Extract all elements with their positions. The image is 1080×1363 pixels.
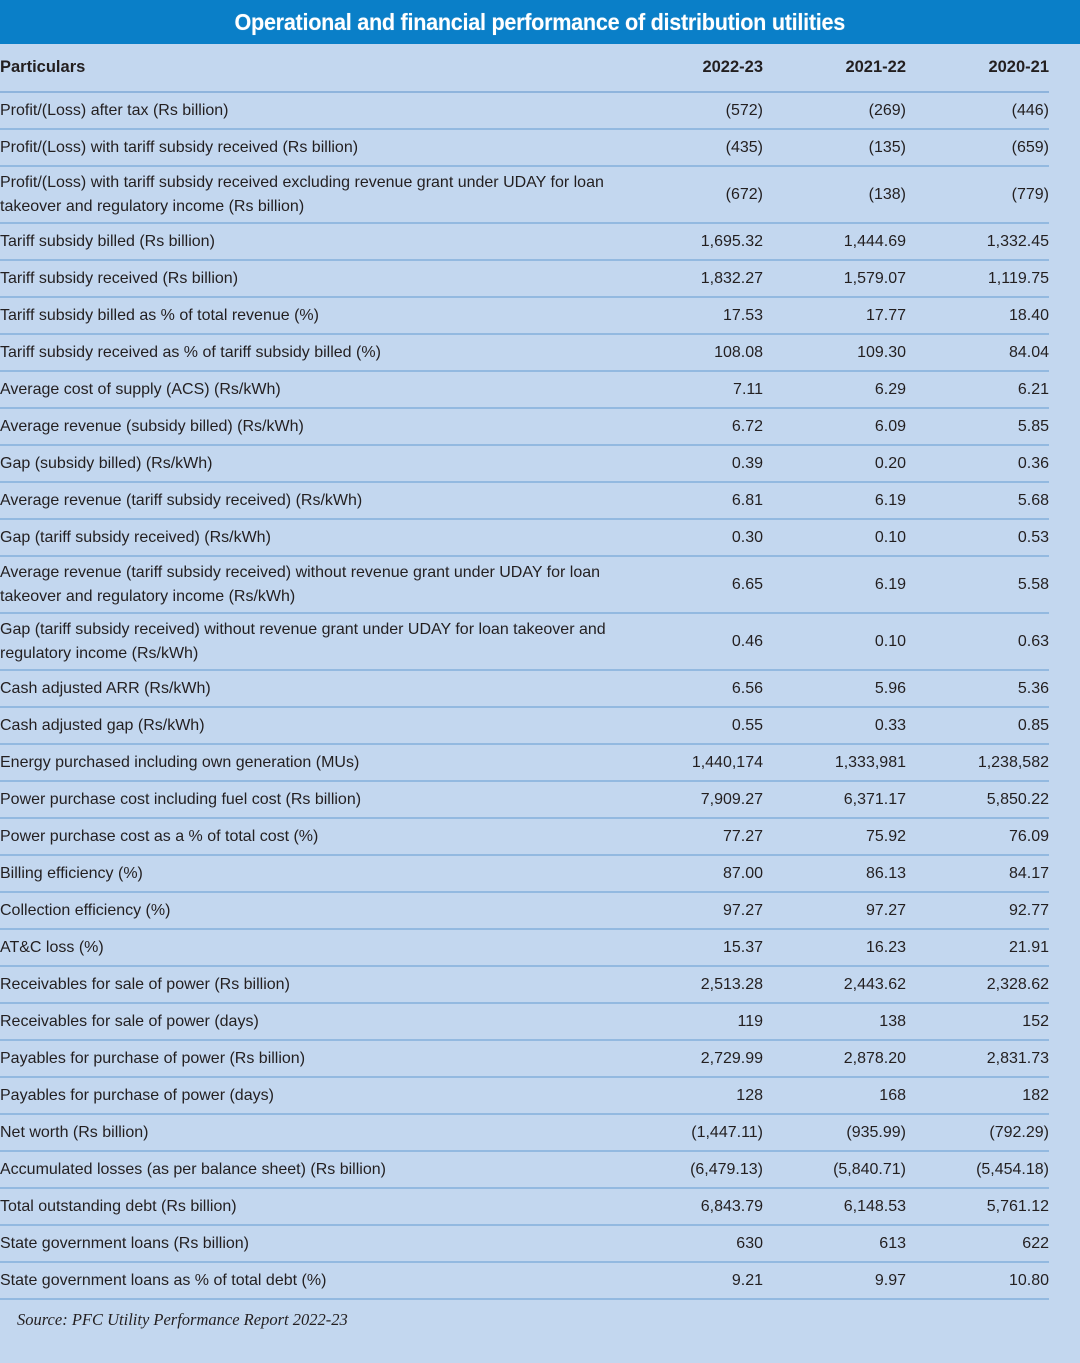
row-spacer bbox=[1049, 445, 1080, 482]
table-row bbox=[0, 818, 1080, 855]
table-row bbox=[0, 371, 1080, 408]
row-value-2020-21: 5.36 bbox=[906, 670, 1049, 707]
row-spacer bbox=[1049, 556, 1080, 613]
column-header-2021-22: 2021-22 bbox=[763, 44, 906, 92]
row-value-2021-22: 5.96 bbox=[763, 670, 906, 707]
table-header-row bbox=[0, 44, 1080, 92]
table-row bbox=[0, 781, 1080, 818]
row-value-2020-21: (446) bbox=[906, 92, 1049, 129]
row-value-2022-23: 1,695.32 bbox=[620, 223, 763, 260]
row-value-2022-23: 0.46 bbox=[620, 613, 763, 670]
row-spacer bbox=[1049, 92, 1080, 129]
row-value-2021-22: 6,148.53 bbox=[763, 1188, 906, 1225]
row-value-2022-23: (1,447.11) bbox=[620, 1114, 763, 1151]
table-row bbox=[0, 519, 1080, 556]
row-spacer bbox=[1049, 1040, 1080, 1077]
row-label: Energy purchased including own generation (MUs) bbox=[0, 744, 620, 781]
row-value-2022-23: 630 bbox=[620, 1225, 763, 1262]
row-value-2020-21: 21.91 bbox=[906, 929, 1049, 966]
row-spacer bbox=[1049, 1262, 1080, 1299]
performance-table bbox=[0, 44, 1080, 1300]
row-value-2021-22: (135) bbox=[763, 129, 906, 166]
table-row bbox=[0, 556, 1080, 613]
row-label: Profit/(Loss) with tariff subsidy received (Rs billion) bbox=[0, 129, 620, 166]
row-value-2022-23: 7.11 bbox=[620, 371, 763, 408]
row-spacer bbox=[1049, 1114, 1080, 1151]
row-value-2022-23: 6.56 bbox=[620, 670, 763, 707]
row-label: Average revenue (tariff subsidy received) (Rs/kWh) bbox=[0, 482, 620, 519]
table-row bbox=[0, 1114, 1080, 1151]
row-label: Cash adjusted gap (Rs/kWh) bbox=[0, 707, 620, 744]
column-header-2022-23: 2022-23 bbox=[620, 44, 763, 92]
row-value-2021-22: 613 bbox=[763, 1225, 906, 1262]
row-label: Total outstanding debt (Rs billion) bbox=[0, 1188, 620, 1225]
row-label: Accumulated losses (as per balance sheet) (Rs billion) bbox=[0, 1151, 620, 1188]
row-value-2021-22: 6.19 bbox=[763, 556, 906, 613]
row-value-2020-21: 5.85 bbox=[906, 408, 1049, 445]
row-value-2022-23: 9.21 bbox=[620, 1262, 763, 1299]
table-header bbox=[0, 44, 1080, 92]
row-spacer bbox=[1049, 781, 1080, 818]
row-value-2021-22: 6.29 bbox=[763, 371, 906, 408]
row-spacer bbox=[1049, 613, 1080, 670]
row-value-2020-21: 2,831.73 bbox=[906, 1040, 1049, 1077]
row-spacer bbox=[1049, 707, 1080, 744]
table-row bbox=[0, 1225, 1080, 1262]
row-value-2020-21: 76.09 bbox=[906, 818, 1049, 855]
row-value-2020-21: 182 bbox=[906, 1077, 1049, 1114]
source-note: Source: PFC Utility Performance Report 2022-23 bbox=[17, 1310, 348, 1329]
row-value-2020-21: 622 bbox=[906, 1225, 1049, 1262]
table-row bbox=[0, 223, 1080, 260]
table-row bbox=[0, 166, 1080, 223]
row-value-2021-22: 6,371.17 bbox=[763, 781, 906, 818]
row-value-2020-21: 1,119.75 bbox=[906, 260, 1049, 297]
row-value-2020-21: 18.40 bbox=[906, 297, 1049, 334]
row-value-2021-22: 168 bbox=[763, 1077, 906, 1114]
table-row bbox=[0, 707, 1080, 744]
row-label: Receivables for sale of power (Rs billion) bbox=[0, 966, 620, 1003]
table-row bbox=[0, 1262, 1080, 1299]
row-value-2021-22: 17.77 bbox=[763, 297, 906, 334]
row-value-2021-22: 2,878.20 bbox=[763, 1040, 906, 1077]
row-label: AT&C loss (%) bbox=[0, 929, 620, 966]
row-value-2022-23: 7,909.27 bbox=[620, 781, 763, 818]
row-label: State government loans (Rs billion) bbox=[0, 1225, 620, 1262]
row-label: Tariff subsidy received as % of tariff subsidy billed (%) bbox=[0, 334, 620, 371]
row-label: Average cost of supply (ACS) (Rs/kWh) bbox=[0, 371, 620, 408]
row-label: Profit/(Loss) with tariff subsidy received excluding revenue grant under UDAY for loan takeover and regulatory income (Rs billion) bbox=[0, 166, 620, 223]
row-value-2020-21: (779) bbox=[906, 166, 1049, 223]
row-label: Tariff subsidy received (Rs billion) bbox=[0, 260, 620, 297]
row-value-2021-22: 9.97 bbox=[763, 1262, 906, 1299]
row-label: Average revenue (subsidy billed) (Rs/kWh) bbox=[0, 408, 620, 445]
table-row bbox=[0, 1003, 1080, 1040]
row-value-2021-22: 1,579.07 bbox=[763, 260, 906, 297]
row-value-2022-23: 2,729.99 bbox=[620, 1040, 763, 1077]
table-row bbox=[0, 445, 1080, 482]
table-row bbox=[0, 260, 1080, 297]
column-header-2020-21: 2020-21 bbox=[906, 44, 1049, 92]
row-label: Gap (tariff subsidy received) without revenue grant under UDAY for loan takeover and regulatory income (Rs/kWh) bbox=[0, 613, 620, 670]
table-row bbox=[0, 929, 1080, 966]
row-value-2021-22: 0.10 bbox=[763, 519, 906, 556]
row-value-2022-23: (572) bbox=[620, 92, 763, 129]
row-value-2020-21: 5.68 bbox=[906, 482, 1049, 519]
row-spacer bbox=[1049, 1188, 1080, 1225]
row-value-2022-23: (6,479.13) bbox=[620, 1151, 763, 1188]
row-spacer bbox=[1049, 1151, 1080, 1188]
row-spacer bbox=[1049, 482, 1080, 519]
row-value-2022-23: 87.00 bbox=[620, 855, 763, 892]
row-value-2020-21: 0.36 bbox=[906, 445, 1049, 482]
row-value-2022-23: (435) bbox=[620, 129, 763, 166]
row-value-2021-22: 6.09 bbox=[763, 408, 906, 445]
row-spacer bbox=[1049, 855, 1080, 892]
row-value-2022-23: 0.55 bbox=[620, 707, 763, 744]
table-row bbox=[0, 744, 1080, 781]
row-value-2020-21: 92.77 bbox=[906, 892, 1049, 929]
row-value-2022-23: 1,440,174 bbox=[620, 744, 763, 781]
row-value-2020-21: 84.17 bbox=[906, 855, 1049, 892]
row-spacer bbox=[1049, 892, 1080, 929]
row-value-2021-22: 109.30 bbox=[763, 334, 906, 371]
row-value-2020-21: 5.58 bbox=[906, 556, 1049, 613]
row-spacer bbox=[1049, 223, 1080, 260]
row-value-2022-23: 6.72 bbox=[620, 408, 763, 445]
row-label: Net worth (Rs billion) bbox=[0, 1114, 620, 1151]
table-row bbox=[0, 670, 1080, 707]
row-label: Gap (tariff subsidy received) (Rs/kWh) bbox=[0, 519, 620, 556]
row-label: Tariff subsidy billed (Rs billion) bbox=[0, 223, 620, 260]
table-row bbox=[0, 1077, 1080, 1114]
row-spacer bbox=[1049, 1077, 1080, 1114]
row-value-2020-21: 0.85 bbox=[906, 707, 1049, 744]
row-value-2021-22: 86.13 bbox=[763, 855, 906, 892]
table-row bbox=[0, 855, 1080, 892]
row-spacer bbox=[1049, 670, 1080, 707]
table-row bbox=[0, 892, 1080, 929]
row-value-2020-21: 5,761.12 bbox=[906, 1188, 1049, 1225]
table-row bbox=[0, 613, 1080, 670]
row-label: Payables for purchase of power (Rs billion) bbox=[0, 1040, 620, 1077]
row-value-2020-21: 152 bbox=[906, 1003, 1049, 1040]
table-row bbox=[0, 966, 1080, 1003]
row-spacer bbox=[1049, 818, 1080, 855]
row-spacer bbox=[1049, 1225, 1080, 1262]
row-value-2021-22: 1,333,981 bbox=[763, 744, 906, 781]
row-value-2020-21: (5,454.18) bbox=[906, 1151, 1049, 1188]
row-label: Profit/(Loss) after tax (Rs billion) bbox=[0, 92, 620, 129]
row-value-2022-23: 108.08 bbox=[620, 334, 763, 371]
row-value-2020-21: 2,328.62 bbox=[906, 966, 1049, 1003]
row-label: Power purchase cost including fuel cost (Rs billion) bbox=[0, 781, 620, 818]
row-value-2022-23: (672) bbox=[620, 166, 763, 223]
row-value-2022-23: 6,843.79 bbox=[620, 1188, 763, 1225]
row-label: Cash adjusted ARR (Rs/kWh) bbox=[0, 670, 620, 707]
row-spacer bbox=[1049, 371, 1080, 408]
row-value-2020-21: 1,238,582 bbox=[906, 744, 1049, 781]
row-value-2021-22: 6.19 bbox=[763, 482, 906, 519]
row-value-2022-23: 0.39 bbox=[620, 445, 763, 482]
row-value-2021-22: 75.92 bbox=[763, 818, 906, 855]
row-value-2020-21: 1,332.45 bbox=[906, 223, 1049, 260]
row-value-2022-23: 2,513.28 bbox=[620, 966, 763, 1003]
row-value-2022-23: 6.81 bbox=[620, 482, 763, 519]
table-row bbox=[0, 1040, 1080, 1077]
row-value-2020-21: (792.29) bbox=[906, 1114, 1049, 1151]
table-title-bar bbox=[0, 0, 1080, 44]
table-row bbox=[0, 408, 1080, 445]
row-value-2020-21: 84.04 bbox=[906, 334, 1049, 371]
row-label: State government loans as % of total debt (%) bbox=[0, 1262, 620, 1299]
table-body bbox=[0, 92, 1080, 1299]
row-value-2021-22: (5,840.71) bbox=[763, 1151, 906, 1188]
row-spacer bbox=[1049, 1003, 1080, 1040]
row-value-2021-22: 0.20 bbox=[763, 445, 906, 482]
row-label: Gap (subsidy billed) (Rs/kWh) bbox=[0, 445, 620, 482]
column-header-particulars: Particulars bbox=[0, 44, 620, 92]
row-value-2020-21: 5,850.22 bbox=[906, 781, 1049, 818]
row-label: Billing efficiency (%) bbox=[0, 855, 620, 892]
row-value-2022-23: 97.27 bbox=[620, 892, 763, 929]
row-value-2022-23: 1,832.27 bbox=[620, 260, 763, 297]
row-spacer bbox=[1049, 966, 1080, 1003]
row-value-2021-22: 2,443.62 bbox=[763, 966, 906, 1003]
row-label: Tariff subsidy billed as % of total revenue (%) bbox=[0, 297, 620, 334]
table-row bbox=[0, 1151, 1080, 1188]
row-value-2021-22: 1,444.69 bbox=[763, 223, 906, 260]
table-row bbox=[0, 129, 1080, 166]
row-value-2022-23: 77.27 bbox=[620, 818, 763, 855]
row-spacer bbox=[1049, 519, 1080, 556]
row-spacer bbox=[1049, 929, 1080, 966]
row-value-2022-23: 0.30 bbox=[620, 519, 763, 556]
row-value-2022-23: 6.65 bbox=[620, 556, 763, 613]
row-label: Receivables for sale of power (days) bbox=[0, 1003, 620, 1040]
row-label: Power purchase cost as a % of total cost (%) bbox=[0, 818, 620, 855]
row-label: Average revenue (tariff subsidy received) without revenue grant under UDAY for loan takeover and regulatory income (Rs/kWh) bbox=[0, 556, 620, 613]
table-row bbox=[0, 297, 1080, 334]
row-value-2020-21: 0.53 bbox=[906, 519, 1049, 556]
row-spacer bbox=[1049, 166, 1080, 223]
row-value-2021-22: (269) bbox=[763, 92, 906, 129]
row-value-2022-23: 119 bbox=[620, 1003, 763, 1040]
row-value-2022-23: 128 bbox=[620, 1077, 763, 1114]
row-value-2021-22: (138) bbox=[763, 166, 906, 223]
row-value-2020-21: 6.21 bbox=[906, 371, 1049, 408]
table-row bbox=[0, 92, 1080, 129]
row-value-2022-23: 17.53 bbox=[620, 297, 763, 334]
row-value-2021-22: 0.33 bbox=[763, 707, 906, 744]
row-label: Payables for purchase of power (days) bbox=[0, 1077, 620, 1114]
column-header-spacer bbox=[1049, 44, 1080, 92]
table-row bbox=[0, 1188, 1080, 1225]
row-value-2020-21: 0.63 bbox=[906, 613, 1049, 670]
row-spacer bbox=[1049, 297, 1080, 334]
table-row bbox=[0, 334, 1080, 371]
row-spacer bbox=[1049, 334, 1080, 371]
row-value-2020-21: 10.80 bbox=[906, 1262, 1049, 1299]
row-value-2021-22: 16.23 bbox=[763, 929, 906, 966]
row-spacer bbox=[1049, 260, 1080, 297]
row-value-2021-22: (935.99) bbox=[763, 1114, 906, 1151]
table-row bbox=[0, 482, 1080, 519]
row-value-2022-23: 15.37 bbox=[620, 929, 763, 966]
row-value-2021-22: 97.27 bbox=[763, 892, 906, 929]
row-label: Collection efficiency (%) bbox=[0, 892, 620, 929]
page-title: Operational and financial performance of distribution utilities bbox=[234, 8, 846, 35]
row-value-2021-22: 0.10 bbox=[763, 613, 906, 670]
row-spacer bbox=[1049, 408, 1080, 445]
row-spacer bbox=[1049, 129, 1080, 166]
row-value-2021-22: 138 bbox=[763, 1003, 906, 1040]
row-spacer bbox=[1049, 744, 1080, 781]
row-value-2020-21: (659) bbox=[906, 129, 1049, 166]
